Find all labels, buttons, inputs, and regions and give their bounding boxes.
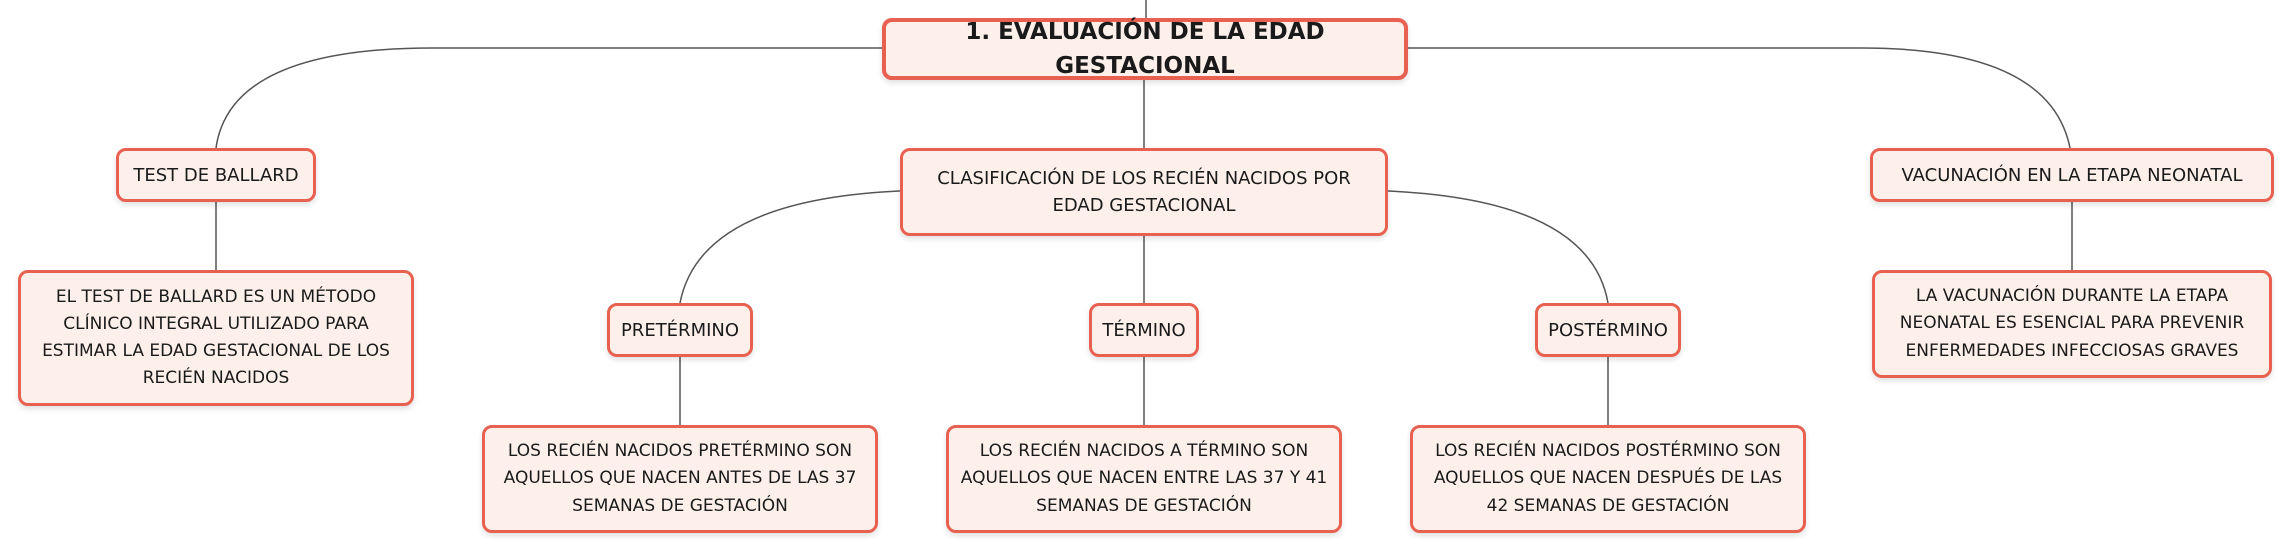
root-node[interactable]: 1. EVALUACIÓN DE LA EDAD GESTACIONAL [882,18,1408,80]
ballard-description-node[interactable]: EL TEST DE BALLARD ES UN MÉTODO CLÍNICO INTEGRAL UTILIZADO PARA ESTIMAR LA EDAD GESTACIONAL DE LOS RECIÉN NACIDOS [18,270,414,406]
connector-root-ballard [216,48,882,148]
connector-root-vaccination [1408,48,2070,148]
postterm-description-node[interactable]: LOS RECIÉN NACIDOS POSTÉRMINO SON AQUELLOS QUE NACEN DESPUÉS DE LAS 42 SEMANAS DE GESTACIÓN [1410,425,1806,533]
preterm-description-node[interactable]: LOS RECIÉN NACIDOS PRETÉRMINO SON AQUELLOS QUE NACEN ANTES DE LAS 37 SEMANAS DE GESTACIÓN [482,425,878,533]
vaccination-node[interactable]: VACUNACIÓN EN LA ETAPA NEONATAL [1870,148,2274,202]
preterm-node[interactable]: PRETÉRMINO [607,303,753,357]
connector-classification-postterm [1388,191,1608,303]
postterm-node[interactable]: POSTÉRMINO [1535,303,1681,357]
classification-node[interactable]: CLASIFICACIÓN DE LOS RECIÉN NACIDOS POR EDAD GESTACIONAL [900,148,1388,236]
term-node[interactable]: TÉRMINO [1089,303,1199,357]
connector-classification-preterm [680,191,900,303]
ballard-node[interactable]: TEST DE BALLARD [116,148,316,202]
vaccination-description-node[interactable]: LA VACUNACIÓN DURANTE LA ETAPA NEONATAL ES ESENCIAL PARA PREVENIR ENFERMEDADES INFECCIOSAS GRAVES [1872,270,2272,378]
term-description-node[interactable]: LOS RECIÉN NACIDOS A TÉRMINO SON AQUELLOS QUE NACEN ENTRE LAS 37 Y 41 SEMANAS DE GESTACIÓN [946,425,1342,533]
